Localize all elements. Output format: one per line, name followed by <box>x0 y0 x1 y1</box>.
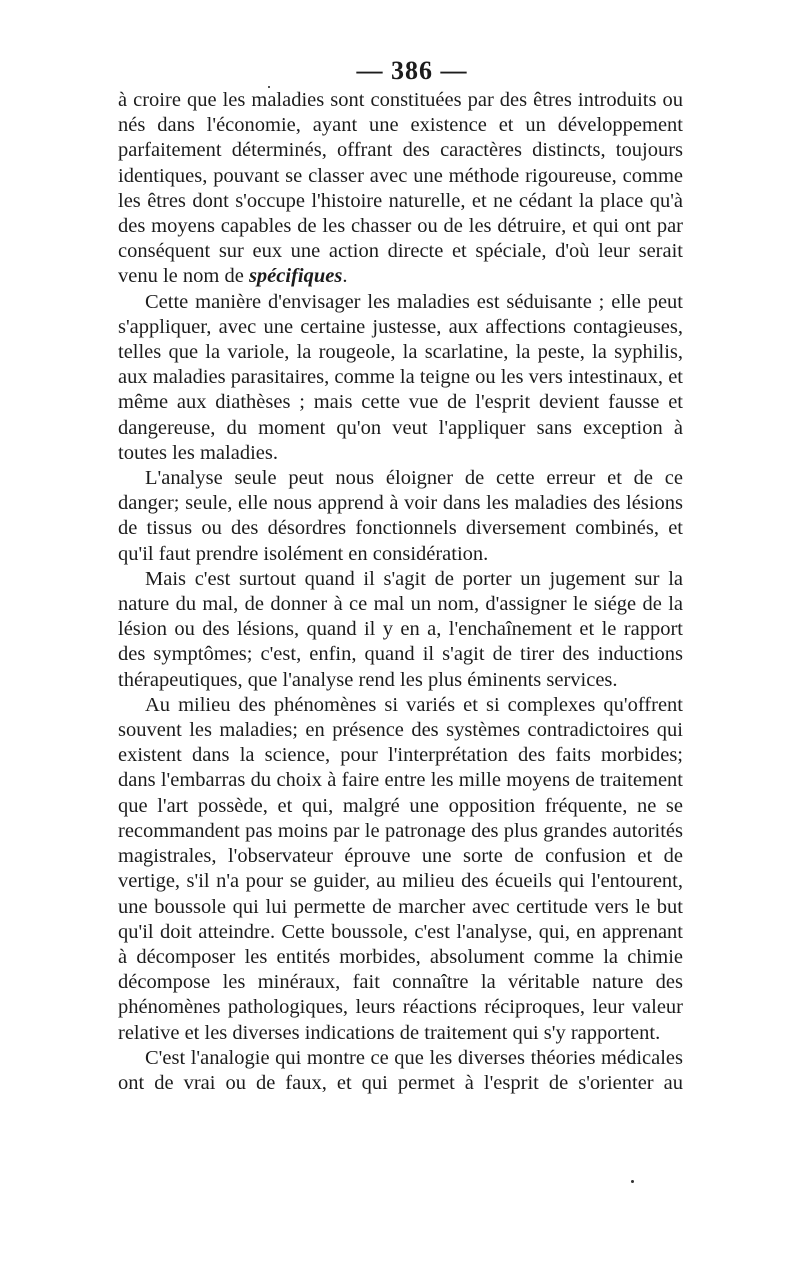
emphasis-specifiques: spécifiques <box>248 265 343 288</box>
print-speck <box>268 86 270 88</box>
paragraph-6: C'est l'analogie qui montre ce que les diverses théories médicales ont de vrai ou de faux, et qui permet à l'esprit de s'orienter au <box>118 1046 683 1094</box>
paragraph-3: L'analyse seule peut nous éloigner de cette erreur et de ce danger; seule, elle nous apprend à voir dans les maladies des lésions de tissus ou des désordres fonctionnels diversement combinés, et qu'il faut prendre isolément en considération. <box>118 467 683 565</box>
paragraph-1: à croire que les maladies sont constituées par des êtres introduits ou nés dans l'économie, ayant une existence et un développement parfaitement déterminés, offrant des caractères distincts, toujours identiques, pouvant se classer avec une méthode rigoureuse, comme les êtres dont s'occupe l'histoire naturelle, et ne cédant la place qu'à des moyens capables de les chasser ou de les détruire, et qui ont par conséquent sur eux une action directe et spéciale, d'où leur serait venu le nom de spécifiques. <box>118 89 683 288</box>
paragraph-2: Cette manière d'envisager les maladies est séduisante ; elle peut s'appliquer, avec une certaine justesse, aux affections contagieuses, telles que la variole, la rougeole, la scarlatine, la peste, la syphilis, aux maladies parasitaires, comme la teigne ou les vers intestinaux, et même aux diathèses ; mais cette vue de l'esprit devient fausse et dangereuse, du moment qu'on veut l'appliquer sans exception à toutes les maladies. <box>118 290 683 464</box>
page-number: — 386 — <box>356 56 468 85</box>
paragraph-5: Au milieu des phénomènes si variés et si complexes qu'offrent souvent les maladies; en présence des systèmes contradictoires qui existent dans la science, pour l'interprétation des faits morbides; dans l'embarras du choix à faire entre les mille moyens de traitement que l'art possède, et qui, malgré une opposition fréquente, ne se recommandent pas moins par le patronage des plus grandes autorités magistrales, l'observateur éprouve une sorte de confusion et de vertige, s'il n'a pour se guider, au milieu des écueils qui l'entourent, une boussole qui lui permette de marcher avec certitude vers le but qu'il doit atteindre. Cette boussole, c'est l'analyse, qui, en apprenant à décomposer les entités morbides, absolument comme la chimie décompose les minéraux, fait connaître la véritable nature des phénomènes pathologiques, leurs réactions réciproques, leur valeur relative et les diverses indications de traitement qui s'y rapportent. <box>118 693 683 1044</box>
paragraph-4: Mais c'est surtout quand il s'agit de porter un jugement sur la nature du mal, de donner à ce mal un nom, d'assigner le siége de la lésion ou des lésions, quand il y en a, l'enchaînement et le rapport des symptômes; c'est, enfin, quand il s'agit de tirer des inductions thérapeutiques, que l'analyse rend les plus éminents services. <box>118 567 683 691</box>
body-text <box>118 88 683 1096</box>
print-dot <box>631 1180 634 1183</box>
